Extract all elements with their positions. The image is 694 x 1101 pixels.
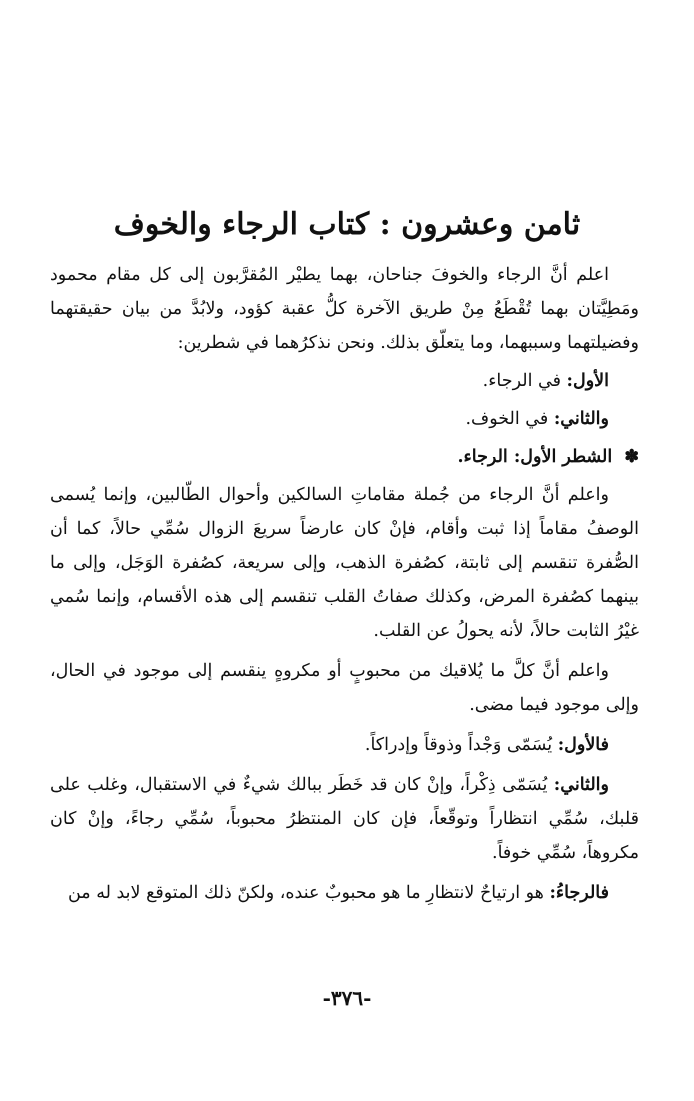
section-heading	[50, 440, 639, 474]
page-number: -٣٧٦-	[322, 986, 372, 1010]
encounter-paragraph: واعلم أنَّ كلَّ ما يُلاقيك من محبوبٍ أو مكروهٍ ينقسم إلى موجود في الحال، وإلى موجود فيما مضى.	[50, 661, 639, 715]
second-part-lead: والثاني:	[553, 409, 609, 429]
second-kind-paragraph	[50, 768, 639, 870]
section-title: الشطر الأول: الرجاء.	[457, 447, 613, 467]
page-body	[50, 258, 639, 910]
hope-definition-text: هو ارتياحٌ لانتظارِ ما هو محبوبٌ عنده، ولكنّ ذلك المتوقع لابد له من	[67, 883, 544, 903]
asterisk-icon: ✽	[624, 447, 639, 467]
chapter-title: ثامن وعشرون : كتاب الرجاء والخوف	[113, 207, 581, 242]
second-kind-lead: والثاني:	[553, 775, 609, 795]
hope-definition-lead: فالرجاءُ:	[549, 883, 609, 903]
second-part-line	[50, 402, 639, 436]
first-part-lead: الأول:	[566, 371, 609, 391]
second-part-text: في الخوف.	[465, 409, 549, 429]
first-kind-lead: فالأول:	[557, 735, 609, 755]
hope-definition-paragraph	[50, 876, 639, 910]
stations-paragraph: واعلم أنَّ الرجاء من جُملة مقاماتِ السالكين وأحوال الطّالبين، وإنما يُسمى الوصفُ مقاماً إذا ثبت وأقام، فإنْ كان عارضاً سريعَ الزوال سُمِّي حالاً، كما أن الصُّفرة تنقسم إلى ثابتة، كصُفرة الذهب، وإلى سريعة، كصُفرة الوَجَل، وإلى ما بينهما كصُفرة المرض، وكذلك صفاتُ القلب تنقسم إلى هذه الأقسام، وإنما سُمي غيْرُ الثابت حالاً، لأنه يحولُ عن القلب.	[50, 485, 639, 641]
intro-paragraph: اعلم أنَّ الرجاء والخوفَ جناحان، بهما يطيْر المُقرَّبون إلى كل مقام محمود ومَطِيَّتان بهما تُقْطَعُ مِنْ طريق الآخرة كلُّ عقبة كؤود، ولابُدَّ من بيان حقيقتهما وفضيلتهما وسببهما، وما يتعلّق بذلك. ونحن نذكرُهما في شطرين:	[50, 265, 639, 353]
first-kind-text: يُسَمّى وَجْداً وذوقاً وإدراكاً.	[364, 735, 553, 755]
first-part-text: في الرجاء.	[482, 371, 561, 391]
second-kind-text: يُسَمّى ذِكْراً، وإنْ كان قد خَطَر ببالك شيءٌ في الاستقبال، وغلب على قلبك، سُمِّي انتظاراً وتوقّعاً، فإن كان المنتظرُ محبوباً، سُمِّي رجاءً، وإنْ كان مكروهاً، سُمِّي خوفاً.	[50, 775, 639, 863]
first-part-line	[50, 364, 639, 398]
first-kind-paragraph	[50, 728, 639, 762]
